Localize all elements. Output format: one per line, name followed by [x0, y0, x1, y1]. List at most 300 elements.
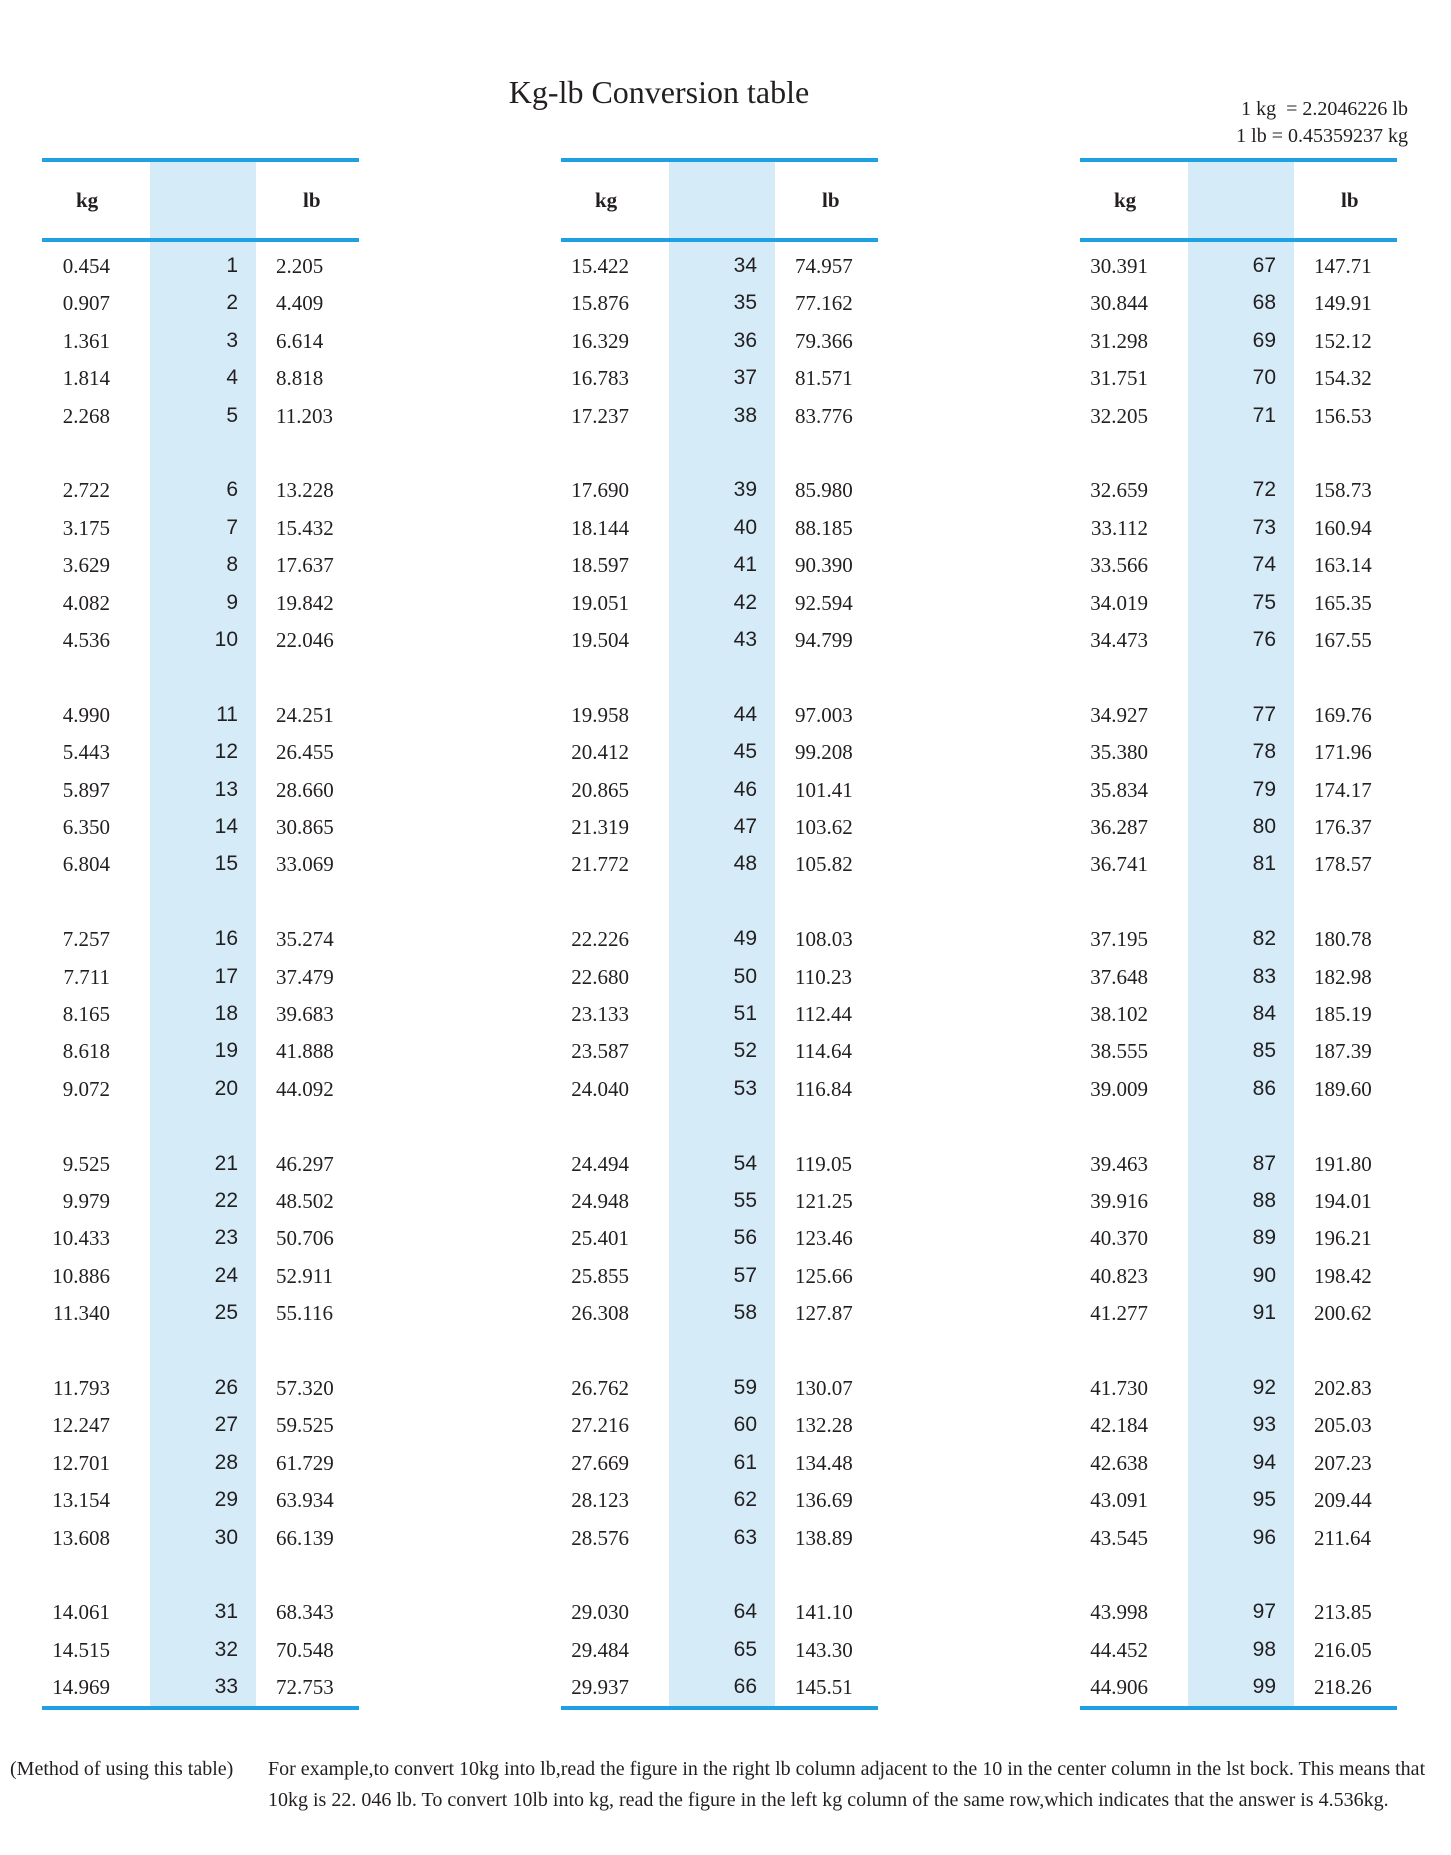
- table-row: [1080, 404, 1397, 434]
- center-value: 62: [733, 1488, 757, 1512]
- table-row: [42, 591, 359, 621]
- table-row: [561, 628, 878, 658]
- table-row: [561, 1002, 878, 1032]
- table-row: [561, 254, 878, 284]
- center-value: 30: [214, 1525, 238, 1549]
- lb-value: 17.637: [276, 553, 334, 578]
- lb-value: 132.28: [795, 1413, 853, 1438]
- table-row: [561, 778, 878, 808]
- kg-value: 11.793: [53, 1376, 110, 1400]
- conversion-table-1: [42, 158, 359, 1710]
- center-value: 90: [1252, 1263, 1276, 1287]
- lb-value: 97.003: [795, 702, 853, 727]
- kg-value: 37.195: [1090, 927, 1148, 952]
- lb-value: 136.69: [795, 1488, 853, 1513]
- header-lb: lb: [303, 188, 321, 212]
- center-value: 43: [733, 628, 757, 651]
- lb-value: 68.343: [276, 1600, 334, 1625]
- kg-value: 4.536: [62, 628, 110, 652]
- center-value: 99: [1252, 1675, 1276, 1699]
- kg-value: 9.525: [62, 1151, 110, 1176]
- lb-value: 202.83: [1314, 1376, 1372, 1400]
- lb-value: 101.41: [795, 777, 853, 802]
- table-row: [42, 1451, 359, 1481]
- lb-value: 24.251: [276, 702, 334, 727]
- lb-value: 110.23: [795, 964, 852, 989]
- table-row: [561, 965, 878, 995]
- kg-value: 26.762: [571, 1376, 629, 1400]
- kg-value: 0.454: [62, 254, 110, 278]
- lb-value: 55.116: [276, 1301, 333, 1326]
- center-value: 17: [214, 964, 238, 988]
- kg-value: 22.680: [571, 964, 629, 989]
- lb-value: 90.390: [795, 553, 853, 578]
- center-value: 71: [1252, 403, 1276, 427]
- table-row: [42, 1526, 359, 1556]
- center-value: 33: [214, 1675, 238, 1699]
- center-value: 21: [214, 1151, 238, 1175]
- kg-value: 18.144: [571, 515, 629, 540]
- kg-value: 34.927: [1090, 702, 1148, 727]
- center-value: 20: [214, 1076, 238, 1100]
- center-value: 15: [214, 852, 238, 876]
- kg-value: 7.711: [63, 964, 110, 989]
- center-value: 9: [226, 590, 238, 614]
- lb-value: 39.683: [276, 1002, 334, 1026]
- kg-value: 42.638: [1090, 1450, 1148, 1475]
- lb-value: 216.05: [1314, 1637, 1372, 1662]
- page-title: Kg-lb Conversion table: [508, 74, 810, 110]
- center-value: 12: [214, 740, 238, 764]
- kg-value: 27.216: [571, 1413, 629, 1438]
- lb-value: 165.35: [1314, 590, 1372, 615]
- table-row: [42, 254, 359, 284]
- center-value: 41: [733, 553, 757, 577]
- table-row: [561, 927, 878, 957]
- lb-value: 196.21: [1314, 1226, 1372, 1251]
- center-value: 46: [733, 777, 757, 801]
- kg-value: 8.618: [62, 1039, 110, 1064]
- center-value: 70: [1252, 366, 1276, 390]
- kg-value: 1.814: [62, 366, 110, 391]
- lb-value: 85.980: [795, 478, 853, 503]
- table-row: [1080, 1638, 1397, 1668]
- center-value: 57: [733, 1263, 757, 1287]
- center-value: 80: [1252, 815, 1276, 838]
- center-value: 11: [216, 702, 238, 726]
- lb-value: 30.865: [276, 815, 334, 839]
- center-value: 97: [1252, 1600, 1276, 1624]
- table-row: [42, 1152, 359, 1182]
- table-row: [1080, 1301, 1397, 1331]
- lb-value: 46.297: [276, 1151, 334, 1176]
- center-value: 63: [733, 1525, 757, 1549]
- kg-value: 2.268: [62, 403, 110, 428]
- table-row: [561, 329, 878, 359]
- kg-value: 35.834: [1090, 777, 1148, 802]
- lb-value: 66.139: [276, 1525, 334, 1550]
- center-value: 96: [1252, 1525, 1276, 1549]
- lb-value: 70.548: [276, 1637, 334, 1662]
- lb-value: 160.94: [1314, 515, 1372, 540]
- lb-value: 191.80: [1314, 1151, 1372, 1176]
- center-value: 76: [1252, 628, 1276, 651]
- table-row: [42, 1488, 359, 1518]
- kg-value: 15.422: [571, 254, 629, 278]
- kg-value: 33.112: [1091, 515, 1148, 540]
- lb-value: 44.092: [276, 1076, 334, 1101]
- lb-value: 130.07: [795, 1376, 853, 1400]
- table-row: [561, 1189, 878, 1219]
- conversion-factors: [1236, 96, 1408, 150]
- kg-value: 4.990: [62, 702, 110, 727]
- table-row: [561, 1077, 878, 1107]
- kg-value: 14.515: [52, 1637, 110, 1662]
- kg-value: 36.741: [1090, 852, 1148, 877]
- center-value: 74: [1252, 553, 1276, 577]
- kg-value: 10.433: [52, 1226, 110, 1251]
- conversion-lb-to-kg: 1 lb = 0.45359237 kg: [1236, 125, 1408, 147]
- lb-value: 92.594: [795, 590, 853, 615]
- center-value: 32: [214, 1637, 238, 1661]
- kg-value: 14.061: [52, 1600, 110, 1625]
- lb-value: 74.957: [795, 254, 853, 278]
- kg-value: 42.184: [1090, 1413, 1148, 1438]
- center-value: 44: [733, 702, 757, 726]
- center-value: 69: [1252, 328, 1276, 352]
- kg-value: 37.648: [1090, 964, 1148, 989]
- table-row: [1080, 478, 1397, 508]
- table-row: [42, 778, 359, 808]
- lb-value: 163.14: [1314, 553, 1372, 578]
- lb-value: 52.911: [276, 1263, 333, 1288]
- center-value: 64: [733, 1600, 757, 1624]
- table-row: [1080, 1189, 1397, 1219]
- table-row: [1080, 703, 1397, 733]
- lb-value: 207.23: [1314, 1450, 1372, 1475]
- lb-value: 50.706: [276, 1226, 334, 1251]
- table-row: [561, 291, 878, 321]
- lb-value: 11.203: [276, 403, 333, 428]
- kg-value: 38.102: [1090, 1002, 1148, 1026]
- kg-value: 26.308: [571, 1301, 629, 1326]
- lb-value: 33.069: [276, 852, 334, 877]
- center-value: 47: [733, 815, 757, 838]
- kg-value: 43.998: [1090, 1600, 1148, 1625]
- kg-value: 40.823: [1090, 1263, 1148, 1288]
- table-row: [1080, 1413, 1397, 1443]
- kg-value: 23.133: [571, 1002, 629, 1026]
- center-value: 78: [1252, 740, 1276, 764]
- lb-value: 182.98: [1314, 964, 1372, 989]
- lb-value: 176.37: [1314, 815, 1372, 839]
- table-row: [561, 1152, 878, 1182]
- kg-value: 39.463: [1090, 1151, 1148, 1176]
- table-row: [561, 553, 878, 583]
- center-value: 79: [1252, 777, 1276, 801]
- kg-value: 31.298: [1090, 328, 1148, 353]
- kg-value: 27.669: [571, 1450, 629, 1475]
- center-value: 39: [733, 478, 757, 502]
- center-value: 94: [1252, 1450, 1276, 1474]
- center-value: 23: [214, 1226, 238, 1250]
- kg-value: 9.979: [62, 1189, 110, 1213]
- center-value: 81: [1252, 852, 1276, 876]
- kg-value: 30.391: [1090, 254, 1148, 278]
- top-rule: [1080, 158, 1397, 162]
- center-value: 50: [733, 964, 757, 988]
- center-value: 58: [733, 1301, 757, 1325]
- kg-value: 41.277: [1090, 1301, 1148, 1326]
- bottom-rule: [561, 1706, 878, 1710]
- center-value: 67: [1252, 254, 1276, 277]
- kg-value: 10.886: [52, 1263, 110, 1288]
- center-value: 38: [733, 403, 757, 427]
- lb-value: 211.64: [1314, 1525, 1371, 1550]
- lb-value: 6.614: [276, 328, 324, 353]
- kg-value: 13.154: [52, 1488, 110, 1513]
- kg-value: 33.566: [1090, 553, 1148, 578]
- center-value: 61: [733, 1450, 757, 1474]
- center-value: 93: [1252, 1413, 1276, 1437]
- center-value: 27: [214, 1413, 238, 1437]
- lb-value: 209.44: [1314, 1488, 1372, 1513]
- kg-value: 44.452: [1090, 1637, 1148, 1662]
- center-value: 5: [226, 403, 238, 427]
- center-value: 35: [733, 291, 757, 315]
- center-value: 3: [226, 328, 238, 352]
- center-value: 75: [1252, 590, 1276, 614]
- table-row: [1080, 778, 1397, 808]
- kg-value: 39.916: [1090, 1189, 1148, 1213]
- kg-value: 23.587: [571, 1039, 629, 1064]
- table-row: [1080, 291, 1397, 321]
- table-row: [561, 1526, 878, 1556]
- center-value: 14: [214, 815, 238, 838]
- lb-value: 94.799: [795, 628, 853, 652]
- table-row: [561, 1638, 878, 1668]
- center-value: 19: [214, 1039, 238, 1063]
- table-row: [42, 553, 359, 583]
- lb-value: 15.432: [276, 515, 334, 540]
- kg-value: 5.897: [62, 777, 110, 802]
- center-value: 16: [214, 927, 238, 951]
- table-row: [42, 478, 359, 508]
- lb-value: 127.87: [795, 1301, 853, 1326]
- kg-value: 1.361: [62, 328, 110, 353]
- kg-value: 7.257: [62, 927, 110, 952]
- lb-value: 180.78: [1314, 927, 1372, 952]
- center-value: 7: [226, 515, 238, 539]
- center-value: 28: [214, 1450, 238, 1474]
- lb-value: 194.01: [1314, 1189, 1372, 1213]
- top-rule: [42, 158, 359, 162]
- lb-value: 8.818: [276, 366, 324, 391]
- table-row: [1080, 516, 1397, 546]
- table-row: [561, 1488, 878, 1518]
- kg-value: 24.494: [571, 1151, 629, 1176]
- kg-value: 19.051: [571, 590, 629, 615]
- table-row: [1080, 329, 1397, 359]
- kg-value: 24.948: [571, 1189, 629, 1213]
- table-row: [561, 815, 878, 845]
- table-row: [561, 478, 878, 508]
- lb-value: 28.660: [276, 777, 334, 802]
- top-rule: [561, 158, 878, 162]
- table-row: [42, 291, 359, 321]
- center-value: 98: [1252, 1637, 1276, 1661]
- kg-value: 25.855: [571, 1263, 629, 1288]
- kg-value: 41.730: [1090, 1376, 1148, 1400]
- lb-value: 114.64: [795, 1039, 852, 1064]
- kg-value: 8.165: [62, 1002, 110, 1026]
- table-row: [1080, 1152, 1397, 1182]
- table-row: [561, 1226, 878, 1256]
- kg-value: 40.370: [1090, 1226, 1148, 1251]
- center-value: 85: [1252, 1039, 1276, 1063]
- lb-value: 81.571: [795, 366, 853, 391]
- kg-value: 34.019: [1090, 590, 1148, 615]
- kg-value: 3.175: [62, 515, 110, 540]
- lb-value: 2.205: [276, 254, 324, 278]
- conversion-table-2: [561, 158, 878, 1710]
- kg-value: 28.123: [571, 1488, 629, 1513]
- center-value: 92: [1252, 1376, 1276, 1399]
- table-row: [42, 1301, 359, 1331]
- table-row: [1080, 553, 1397, 583]
- lb-value: 213.85: [1314, 1600, 1372, 1625]
- lb-value: 22.046: [276, 628, 334, 652]
- center-value: 52: [733, 1039, 757, 1063]
- header-kg: kg: [76, 188, 99, 212]
- kg-value: 34.473: [1090, 628, 1148, 652]
- kg-value: 24.040: [571, 1076, 629, 1101]
- table-row: [1080, 927, 1397, 957]
- kg-value: 25.401: [571, 1226, 629, 1251]
- center-value: 10: [214, 628, 238, 651]
- center-value: 53: [733, 1076, 757, 1100]
- table-row: [1080, 1002, 1397, 1032]
- kg-value: 17.237: [571, 403, 629, 428]
- lb-value: 154.32: [1314, 366, 1372, 391]
- kg-value: 35.380: [1090, 740, 1148, 765]
- lb-value: 134.48: [795, 1450, 853, 1475]
- center-value: 26: [214, 1376, 238, 1399]
- kg-value: 30.844: [1090, 291, 1148, 316]
- center-value: 6: [226, 478, 238, 502]
- header-rule: [1080, 238, 1397, 242]
- lb-value: 19.842: [276, 590, 334, 615]
- kg-value: 9.072: [62, 1076, 110, 1101]
- table-row: [1080, 366, 1397, 396]
- lb-value: 218.26: [1314, 1675, 1372, 1700]
- table-row: [42, 1413, 359, 1443]
- center-value: 48: [733, 852, 757, 876]
- center-value: 2: [226, 291, 238, 315]
- lb-value: 41.888: [276, 1039, 334, 1064]
- lb-value: 79.366: [795, 328, 853, 353]
- bottom-rule: [42, 1706, 359, 1710]
- center-value: 36: [733, 328, 757, 352]
- lb-value: 152.12: [1314, 328, 1372, 353]
- lb-value: 178.57: [1314, 852, 1372, 877]
- header-rule: [42, 238, 359, 242]
- center-value: 37: [733, 366, 757, 390]
- table-row: [42, 329, 359, 359]
- lb-value: 119.05: [795, 1151, 852, 1176]
- center-value: 72: [1252, 478, 1276, 502]
- lb-value: 147.71: [1314, 254, 1372, 278]
- lb-value: 171.96: [1314, 740, 1372, 765]
- center-value: 4: [226, 366, 238, 390]
- table-row: [42, 628, 359, 658]
- header-rule: [561, 238, 878, 242]
- table-row: [561, 1301, 878, 1331]
- table-row: [42, 1189, 359, 1219]
- kg-value: 19.504: [571, 628, 629, 652]
- kg-value: 12.701: [52, 1450, 110, 1475]
- lb-value: 105.82: [795, 852, 853, 877]
- center-value: 13: [214, 777, 238, 801]
- kg-value: 4.082: [62, 590, 110, 615]
- table-row: [42, 740, 359, 770]
- center-value: 91: [1252, 1301, 1276, 1325]
- kg-value: 28.576: [571, 1525, 629, 1550]
- lb-value: 61.729: [276, 1450, 334, 1475]
- table-row: [1080, 628, 1397, 658]
- lb-value: 141.10: [795, 1600, 853, 1625]
- kg-value: 6.804: [62, 852, 110, 877]
- center-value: 25: [214, 1301, 238, 1325]
- footer-label: (Method of using this table): [10, 1758, 234, 1780]
- lb-value: 63.934: [276, 1488, 334, 1513]
- table-row: [561, 516, 878, 546]
- kg-value: 16.329: [571, 328, 629, 353]
- lb-value: 72.753: [276, 1675, 334, 1700]
- lb-value: 116.84: [795, 1076, 852, 1101]
- table-row: [1080, 852, 1397, 882]
- kg-value: 32.205: [1090, 403, 1148, 428]
- kg-value: 44.906: [1090, 1675, 1148, 1700]
- table-row: [1080, 1376, 1397, 1406]
- center-value: 22: [214, 1189, 238, 1212]
- table-row: [561, 852, 878, 882]
- table-row: [1080, 1226, 1397, 1256]
- center-value: 82: [1252, 927, 1276, 951]
- table-row: [561, 1039, 878, 1069]
- table-row: [1080, 1451, 1397, 1481]
- header-lb: lb: [822, 188, 840, 212]
- lb-value: 77.162: [795, 291, 853, 316]
- center-value: 42: [733, 590, 757, 614]
- lb-value: 112.44: [795, 1002, 852, 1026]
- table-row: [1080, 1077, 1397, 1107]
- lb-value: 125.66: [795, 1263, 853, 1288]
- table-row: [42, 1226, 359, 1256]
- kg-value: 43.545: [1090, 1525, 1148, 1550]
- center-value: 8: [226, 553, 238, 577]
- footer-instructions: For example,to convert 10kg into lb,read the figure in the right lb column adjacent to the 10 in the center column in the lst bock. This means that 10kg is 22. 046 lb. To convert 10lb into kg, read the figure in the left kg column of the same row,which indicates that the answer is 4.536kg.: [268, 1758, 1426, 1811]
- center-value: 29: [214, 1488, 238, 1512]
- table-row: [561, 1264, 878, 1294]
- lb-value: 187.39: [1314, 1039, 1372, 1064]
- table-row: [561, 1675, 878, 1705]
- kg-value: 32.659: [1090, 478, 1148, 503]
- table-row: [42, 852, 359, 882]
- kg-value: 13.608: [52, 1525, 110, 1550]
- lb-value: 143.30: [795, 1637, 853, 1662]
- kg-value: 14.969: [52, 1675, 110, 1700]
